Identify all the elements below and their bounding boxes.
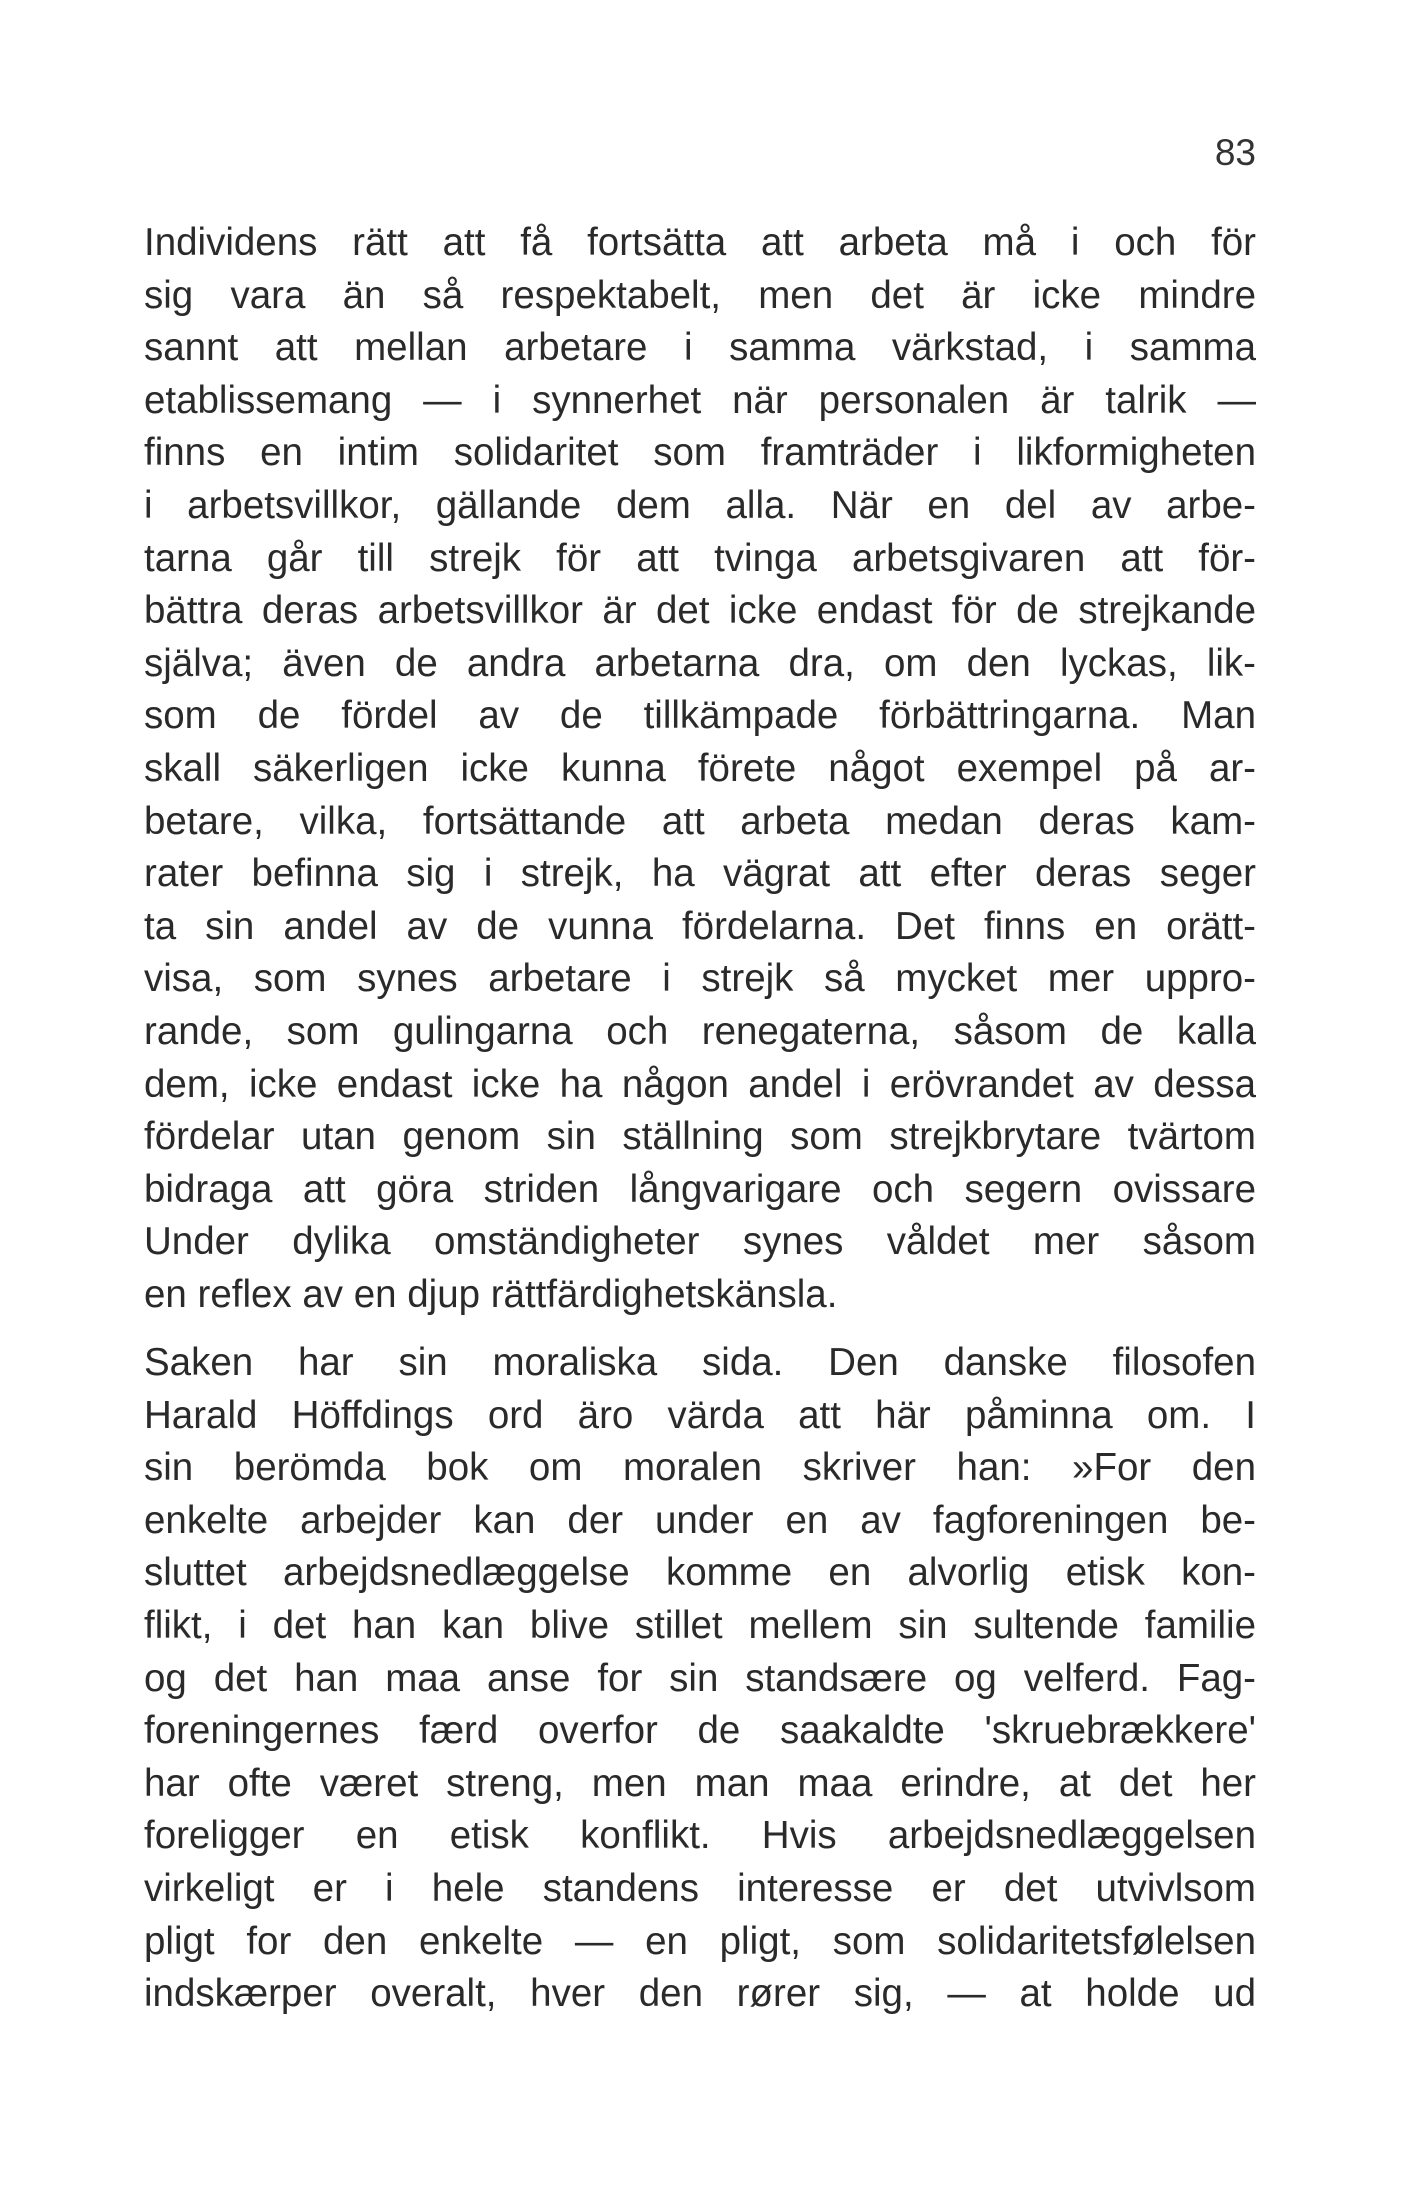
text-line: tarna går till strejk för att tvinga arbetsgivaren att för-: [144, 536, 1256, 580]
text-line: og det han maa anse for sin standsære og velferd. Fag-: [144, 1656, 1256, 1700]
text-line: Harald Höffdings ord äro värda att här påminna om. I: [144, 1393, 1256, 1437]
text-line: har ofte været streng, men man maa erindre, at det her: [144, 1761, 1256, 1805]
text-line: dem, icke endast icke ha någon andel i erövrandet av dessa: [144, 1062, 1256, 1106]
text-line: i arbetsvillkor, gällande dem alla. När en del av arbe-: [144, 483, 1256, 527]
text-line: indskærper overalt, hver den rører sig, — at holde ud: [144, 1972, 1256, 2016]
text-line: etablissemang — i synnerhet när personalen är talrik —: [144, 378, 1256, 422]
text-line: fördelar utan genom sin ställning som strejkbrytare tvärtom: [144, 1115, 1256, 1159]
text-line: virkeligt er i hele standens interesse er det utvivlsom: [144, 1866, 1256, 1910]
text-line: foreligger en etisk konflikt. Hvis arbejdsnedlæggelsen: [144, 1814, 1256, 1858]
text-line: sluttet arbejdsnedlæggelse komme en alvorlig etisk kon-: [144, 1551, 1256, 1595]
text-line: bättra deras arbetsvillkor är det icke endast för de strejkande: [144, 589, 1256, 633]
text-line: sig vara än så respektabelt, men det är icke mindre: [144, 273, 1256, 317]
text-line: Individens rätt att få fortsätta att arbeta må i och för: [144, 221, 1256, 264]
text-line: Saken har sin moraliska sida. Den danske filosofen: [144, 1341, 1256, 1384]
text-line: visa, som synes arbetare i strejk så mycket mer uppro-: [144, 957, 1256, 1001]
paragraph-1: [144, 217, 1256, 1321]
text-line: rater befinna sig i strejk, ha vägrat att efter deras seger: [144, 852, 1256, 896]
text-line: ta sin andel av de vunna fördelarna. Det finns en orätt-: [144, 904, 1256, 948]
text-line: flikt, i det han kan blive stillet mellem sin sultende familie: [144, 1603, 1256, 1647]
text-line: pligt for den enkelte — en pligt, som solidaritetsfølelsen: [144, 1919, 1256, 1963]
text-line: bidraga att göra striden långvarigare och segern ovissare: [144, 1167, 1256, 1211]
paragraph-2: [144, 1337, 1256, 2021]
text-line: skall säkerligen icke kunna förete något exempel på ar-: [144, 746, 1256, 790]
text-line: finns en intim solidaritet som framträder i likformigheten: [144, 431, 1256, 475]
text-line: sin berömda bok om moralen skriver han: »For den: [144, 1446, 1256, 1490]
text-line: rande, som gulingarna och renegaterna, såsom de kalla: [144, 1009, 1256, 1053]
text-line: som de fördel av de tillkämpade förbättringarna. Man: [144, 694, 1256, 738]
text-line: betare, vilka, fortsättande att arbeta medan deras kam-: [144, 799, 1256, 843]
text-line: foreningernes færd overfor de saakaldte 'skruebrækkere': [144, 1709, 1256, 1753]
text-line: en reflex av en djup rättfärdighetskänsla.: [144, 1272, 838, 1316]
text-line: sannt att mellan arbetare i samma värkstad, i samma: [144, 326, 1256, 370]
text-line: själva; även de andra arbetarna dra, om den lyckas, lik-: [144, 641, 1256, 685]
page-number: 83: [1214, 132, 1256, 173]
text-line: Under dylika omständigheter synes våldet mer såsom: [144, 1220, 1256, 1264]
text-line: enkelte arbejder kan der under en av fagforeningen be-: [144, 1498, 1256, 1542]
